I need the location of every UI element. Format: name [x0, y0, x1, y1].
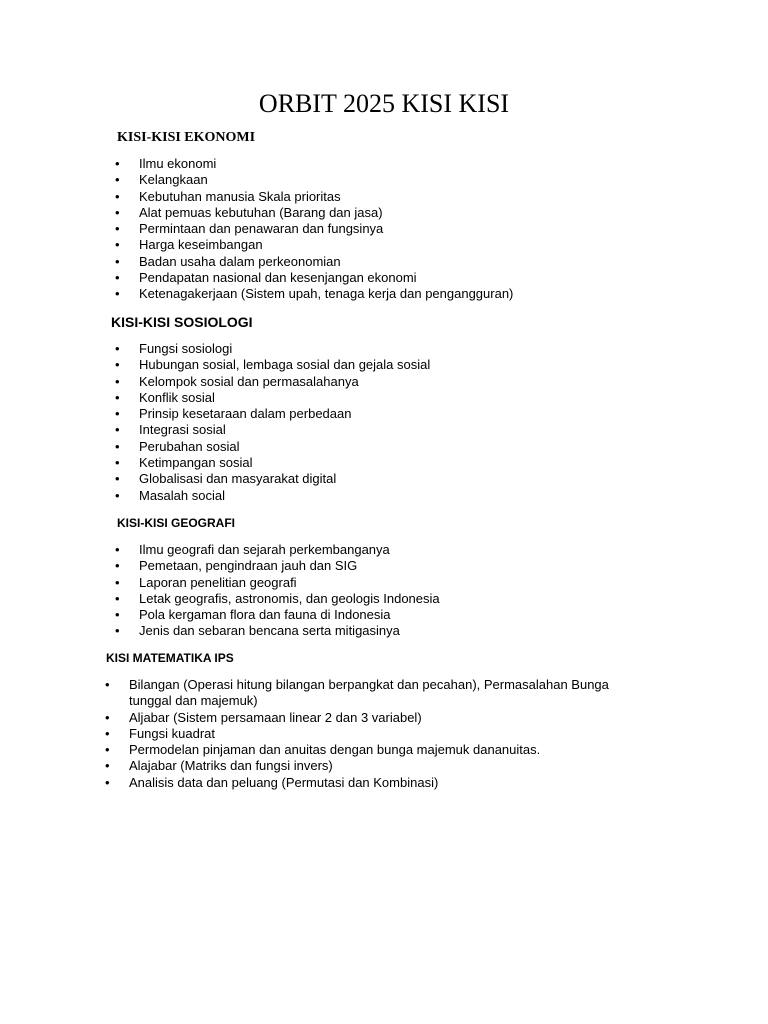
list-item-text: Pola kergaman flora dan fauna di Indonesia [139, 607, 391, 623]
list-item [0, 591, 700, 607]
bullet-icon: • [115, 389, 120, 405]
list-item-text: Kebutuhan manusia Skala prioritas [139, 188, 341, 204]
bullet-list [0, 156, 700, 303]
section-heading: KISI MATEMATIKA IPS [106, 651, 234, 665]
list-item [0, 205, 700, 221]
bullet-icon: • [115, 471, 120, 487]
bullet-icon: • [115, 487, 120, 503]
bullet-icon: • [115, 574, 120, 590]
bullet-icon: • [105, 758, 110, 774]
list-item [0, 357, 700, 373]
list-item [0, 286, 700, 302]
bullet-icon: • [115, 623, 120, 639]
list-item [0, 758, 700, 774]
list-item-text: Jenis dan sebaran bencana serta mitigasinya [139, 623, 400, 639]
list-item [0, 455, 700, 471]
list-item-text: Kelompok sosial dan permasalahanya [139, 373, 359, 389]
list-item-text: Masalah social [139, 487, 225, 503]
list-item-text: Alajabar (Matriks dan fungsi invers) [129, 758, 333, 774]
section-sosiologi [0, 313, 700, 504]
list-item [0, 542, 700, 558]
bullet-icon: • [105, 677, 110, 692]
bullet-icon: • [115, 188, 120, 204]
list-item-text: Ketimpangan sosial [139, 455, 253, 471]
bullet-icon: • [115, 422, 120, 438]
bullet-icon: • [105, 742, 110, 758]
bullet-list [0, 542, 700, 640]
list-item-text: Globalisasi dan masyarakat digital [139, 471, 337, 487]
list-item-text: Harga keseimbangan [139, 237, 263, 253]
list-item [0, 710, 700, 726]
document-title: ORBIT 2025 KISI KISI [258, 89, 510, 118]
list-item [0, 575, 700, 591]
list-item [0, 726, 700, 742]
list-item-text: Integrasi sosial [139, 422, 226, 438]
bullet-icon: • [115, 373, 120, 389]
list-item [0, 221, 700, 237]
list-item-text: Kelangkaan [139, 172, 208, 188]
section-ekonomi [0, 129, 700, 303]
list-item-text: Ilmu geografi dan sejarah perkembanganya [139, 542, 390, 557]
list-item-text: Alat pemuas kebutuhan (Barang dan jasa) [139, 204, 383, 220]
list-item-text: Analisis data dan peluang (Permutasi dan Kombinasi) [129, 774, 439, 790]
bullet-icon: • [115, 558, 120, 574]
list-item-text: Letak geografis, astronomis, dan geologis Indonesia [139, 590, 440, 606]
section-heading: KISI-KISI SOSIOLOGI [111, 314, 253, 330]
bullet-icon: • [115, 590, 120, 606]
bullet-icon: • [115, 253, 120, 269]
bullet-icon: • [115, 357, 120, 373]
bullet-icon: • [115, 406, 120, 422]
list-item [0, 742, 700, 758]
bullet-icon: • [115, 237, 120, 253]
list-item [0, 172, 700, 188]
bullet-icon: • [115, 172, 120, 188]
list-item [0, 488, 700, 504]
section-heading: KISI-KISI GEOGRAFI [117, 516, 236, 530]
list-item-text: Permodelan pinjaman dan anuitas dengan bunga majemuk dananuitas. [129, 742, 541, 758]
list-item [0, 254, 700, 270]
list-item [0, 471, 700, 487]
list-item [0, 775, 700, 791]
bullet-icon: • [105, 709, 110, 725]
bullet-icon: • [115, 156, 120, 171]
list-item-text: Ketenagakerjaan (Sistem upah, tenaga kerja dan pengangguran) [139, 286, 514, 302]
list-item-text: Prinsip kesetaraan dalam perbedaan [139, 406, 352, 422]
list-item-text: Ilmu ekonomi [139, 156, 217, 171]
list-item-text: Pemetaan, pengindraan jauh dan SIG [139, 558, 358, 574]
bullet-icon: • [115, 221, 120, 237]
list-item [0, 156, 700, 172]
bullet-icon: • [115, 270, 120, 286]
list-item-text: Laporan penelitian geografi [139, 574, 297, 590]
list-item [0, 439, 700, 455]
bullet-icon: • [115, 607, 120, 623]
list-item [0, 677, 700, 710]
bullet-icon: • [115, 542, 120, 557]
list-item-text: Hubungan sosial, lembaga sosial dan gejala sosial [139, 357, 431, 373]
list-item [0, 623, 700, 639]
bullet-icon: • [115, 455, 120, 471]
bullet-list [0, 677, 700, 791]
list-item [0, 270, 700, 286]
list-item-text: Perubahan sosial [139, 438, 240, 454]
list-item-text: Badan usaha dalam perkeonomian [139, 253, 341, 269]
list-item [0, 390, 700, 406]
bullet-icon: • [115, 438, 120, 454]
list-item-text: Fungsi kuadrat [129, 725, 215, 741]
list-item-text: Fungsi sosiologi [139, 341, 233, 356]
list-item-text: Konflik sosial [139, 389, 215, 405]
section-geografi [0, 514, 700, 640]
list-item [0, 374, 700, 390]
list-item [0, 341, 700, 357]
bullet-icon: • [115, 341, 120, 356]
list-item-text: Bilangan (Operasi hitung bilangan berpangkat dan pecahan), Permasalahan Bunga tunggal dan majemuk) [129, 677, 609, 709]
list-item [0, 422, 700, 438]
list-item [0, 189, 700, 205]
list-item-text: Aljabar (Sistem persamaan linear 2 dan 3 variabel) [129, 709, 422, 725]
bullet-list [0, 341, 700, 504]
list-item [0, 558, 700, 574]
bullet-icon: • [115, 204, 120, 220]
list-item [0, 237, 700, 253]
bullet-icon: • [105, 725, 110, 741]
list-item [0, 406, 700, 422]
bullet-icon: • [105, 774, 110, 790]
bullet-icon: • [115, 286, 120, 302]
list-item [0, 607, 700, 623]
section-matematika [0, 649, 700, 791]
list-item-text: Permintaan dan penawaran dan fungsinya [139, 221, 384, 237]
section-heading: KISI-KISI EKONOMI [117, 130, 256, 145]
list-item-text: Pendapatan nasional dan kesenjangan ekonomi [139, 270, 417, 286]
